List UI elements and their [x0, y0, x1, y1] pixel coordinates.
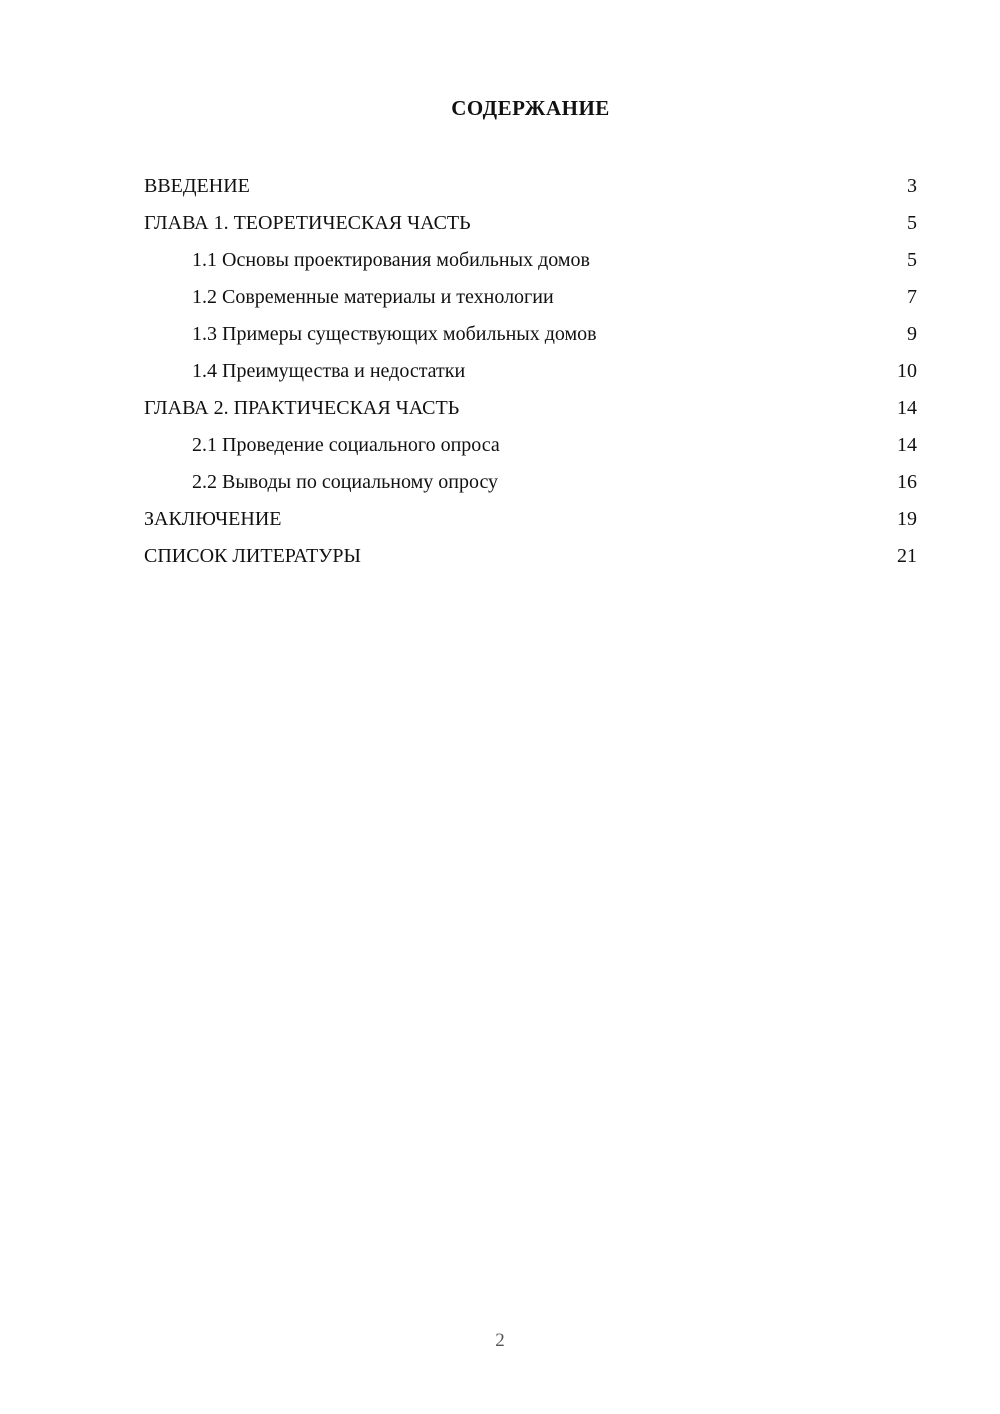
toc-row: [144, 168, 917, 205]
toc-row: [144, 427, 917, 464]
toc-row: [144, 242, 917, 279]
toc-row: [144, 316, 917, 353]
toc-entry-label: ГЛАВА 2. ПРАКТИЧЕСКАЯ ЧАСТЬ: [144, 397, 460, 419]
toc-entry-page: 5: [907, 249, 917, 271]
toc-row: [144, 390, 917, 427]
document-page: [144, 0, 917, 575]
page-title: СОДЕРЖАНИЕ: [451, 96, 610, 120]
toc-entry-page: 9: [907, 323, 917, 345]
toc-entry-label: 1.1 Основы проектирования мобильных домов: [192, 249, 590, 271]
toc-entry-label: 2.2 Выводы по социальному опросу: [192, 471, 499, 493]
toc-row: [144, 501, 917, 538]
toc-entry-label: 1.3 Примеры существующих мобильных домов: [192, 323, 597, 345]
toc-entry-page: 3: [907, 175, 917, 197]
toc-entry-label: ГЛАВА 1. ТЕОРЕТИЧЕСКАЯ ЧАСТЬ: [144, 212, 471, 234]
toc-entry-page: 19: [897, 508, 917, 530]
toc-row: [144, 464, 917, 501]
toc-entry-page: 10: [897, 360, 917, 382]
toc-entry-page: 21: [897, 545, 917, 567]
toc-entry-page: 14: [897, 397, 917, 419]
toc-row: [144, 279, 917, 316]
toc-entry-label: 1.4 Преимущества и недостатки: [192, 360, 466, 382]
toc-entry-label: ВВЕДЕНИЕ: [144, 175, 250, 197]
toc-row: [144, 353, 917, 390]
toc-entry-label: 2.1 Проведение социального опроса: [192, 434, 500, 456]
toc-row: [144, 538, 917, 575]
toc-row: [144, 205, 917, 242]
toc-entry-label: 1.2 Современные материалы и технологии: [192, 286, 554, 308]
toc-entry-page: 16: [897, 471, 917, 493]
toc-entry-page: 7: [907, 286, 917, 308]
toc-entry-label: СПИСОК ЛИТЕРАТУРЫ: [144, 545, 361, 567]
toc-entry-page: 14: [897, 434, 917, 456]
toc-entry-page: 5: [907, 212, 917, 234]
table-of-contents: [144, 168, 917, 575]
toc-entry-label: ЗАКЛЮЧЕНИЕ: [144, 508, 282, 530]
footer-page-number: 2: [495, 1330, 505, 1351]
